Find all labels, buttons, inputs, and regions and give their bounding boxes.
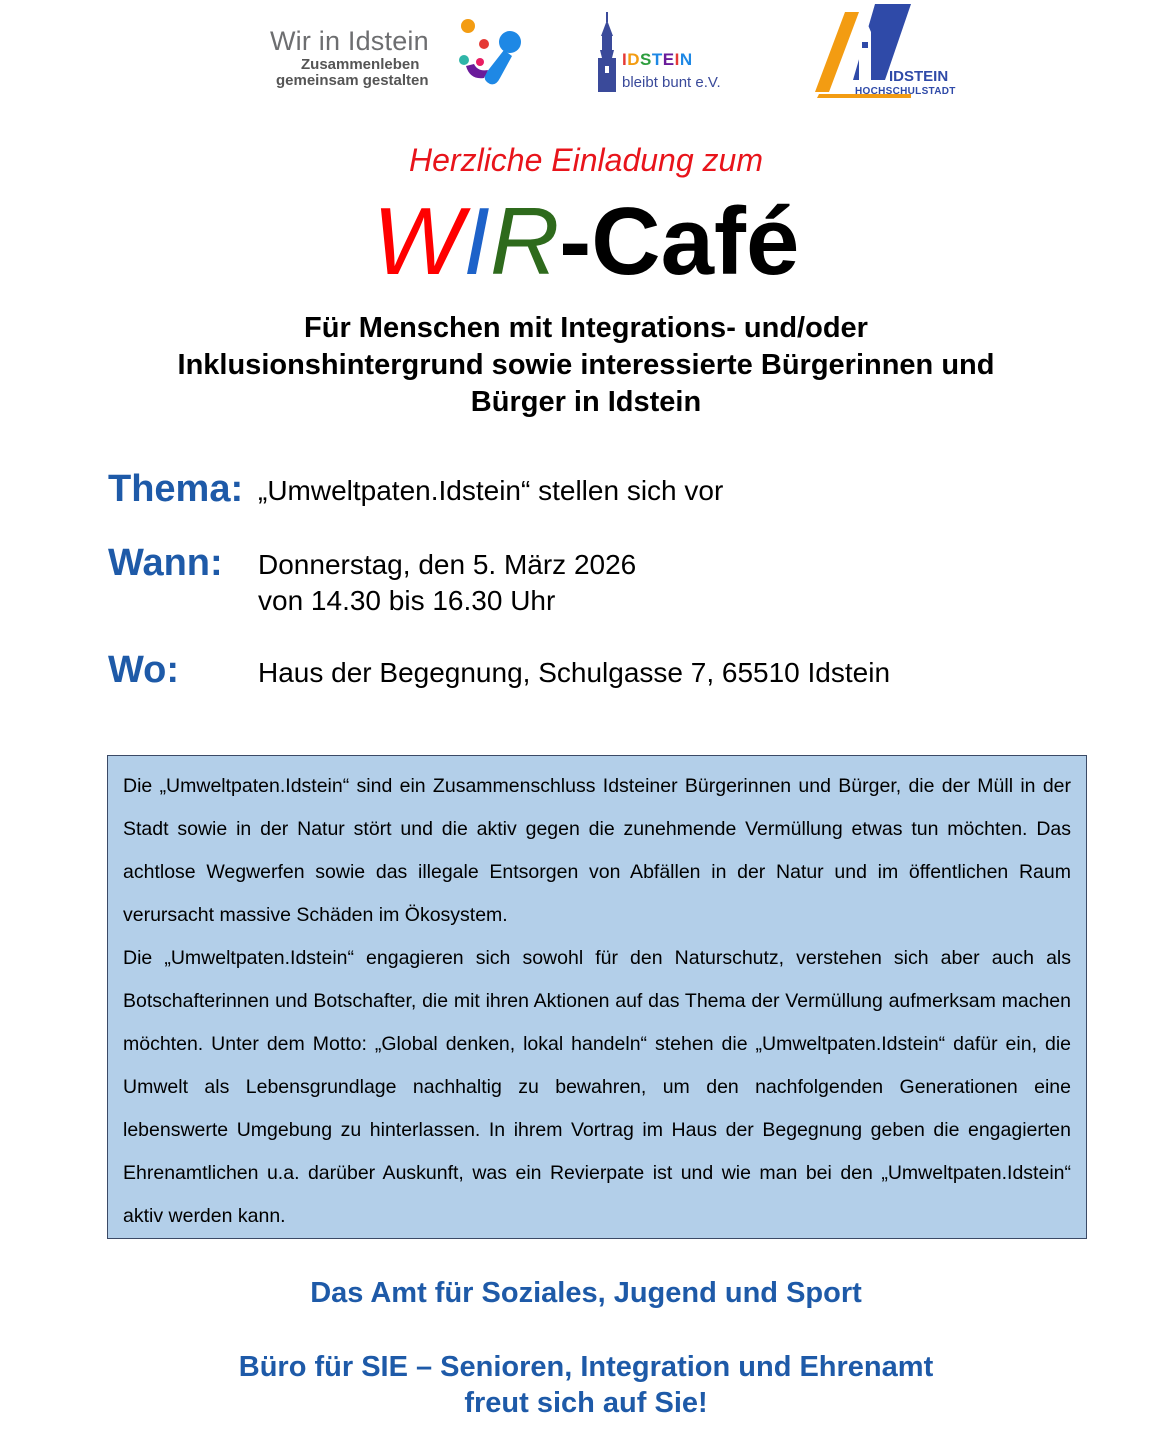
logo-bunt-letter: T bbox=[651, 50, 663, 69]
logo-bunt-letter: E bbox=[662, 50, 675, 69]
thema-label: Thema: bbox=[108, 468, 244, 510]
logo-bunt-name bbox=[622, 50, 693, 70]
wo-label: Wo: bbox=[108, 649, 180, 691]
footer-closing: freut sich auf Sie! bbox=[464, 1387, 708, 1419]
title-letter-r: R bbox=[489, 188, 560, 295]
logo-idstein-bleibt-bunt bbox=[595, 12, 745, 97]
logo-wir-title: Wir in Idstein bbox=[270, 26, 429, 56]
logo-wir-tagline-1: Zusammenleben bbox=[301, 56, 420, 73]
title-letter-w: W bbox=[372, 188, 464, 295]
audience-line: Bürger in Idstein bbox=[470, 386, 702, 418]
footer-bureau: Büro für SIE – Senioren, Integration und Ehrenamt bbox=[238, 1351, 934, 1383]
logo-bunt-letter: D bbox=[627, 50, 641, 69]
footer-office: Das Amt für Soziales, Jugend und Sport bbox=[310, 1277, 862, 1309]
people-network-icon bbox=[456, 18, 526, 93]
logo-bunt-letter: S bbox=[640, 50, 652, 69]
audience-line: Inklusionshintergrund sowie interessierte Bürgerinnen und bbox=[177, 349, 995, 381]
description-paragraph-2: Die „Umweltpaten.Idstein“ engagieren sich sowohl für den Naturschutz, verstehen sich aber auch als Botschafterinnen und Botschafter, die mit ihren Aktionen auf das Thema der Vermüllung aufmerksam machen möchten. Unter dem Motto: „Global denken, lokal handeln“ stehen die „Umweltpaten.Idstein“ dafür ein, die Umwelt als Lebensgrundlage nachhaltig zu bewahren, um den nachfolgenden Generationen eine lebenswerte Umgebung zu hinterlassen. In ihrem Vortrag im Haus der Begegnung geben die engagierten Ehrenamtlichen u.a. darüber Auskunft, was ein Revierpate ist und wie man bei den „Umweltpaten.Idstein“ aktiv werden kann. bbox=[123, 947, 1071, 1227]
wann-date: Donnerstag, den 5. März 2026 bbox=[258, 549, 637, 580]
wann-label: Wann: bbox=[108, 542, 223, 584]
title-cafe: -Café bbox=[559, 188, 800, 295]
logo-bunt-subtitle: bleibt bunt e.V. bbox=[622, 74, 721, 91]
logo-bunt-letter: I bbox=[674, 50, 680, 69]
logo-wir-in-idstein bbox=[268, 18, 528, 93]
logo-hs-name: IDSTEIN bbox=[889, 68, 949, 85]
event-title bbox=[0, 188, 1172, 295]
description-box bbox=[107, 755, 1087, 1239]
logo-hs-subtitle: HOCHSCHULSTADT bbox=[855, 86, 956, 97]
logo-wir-tagline-2: gemeinsam gestalten bbox=[276, 72, 429, 89]
audience-line: Für Menschen mit Integrations- und/oder bbox=[304, 312, 868, 344]
logo-bunt-letter: I bbox=[622, 50, 628, 69]
audience-text bbox=[0, 310, 1172, 421]
description-paragraph-1: Die „Umweltpaten.Idstein“ sind ein Zusammenschluss Idsteiner Bürgerinnen und Bürger, die der Müll in der Stadt sowie in der Natur stört und die aktiv gegen die zunehmende Vermüllung etwas tun möchten. Das achtlose Wegwerfen sowie das illegale Entsorgen von Abfällen in der Natur und im öffentlichen Raum verursacht massive Schäden im Ökosystem. bbox=[123, 775, 1071, 926]
invitation-line: Herzliche Einladung zum bbox=[409, 142, 763, 178]
logo-hochschulstadt bbox=[815, 2, 955, 100]
logo-bunt-letter: N bbox=[679, 50, 693, 69]
wann-time: von 14.30 bis 16.30 Uhr bbox=[258, 585, 556, 616]
title-letter-i: I bbox=[463, 188, 490, 295]
thema-value: „Umweltpaten.Idstein“ stellen sich vor bbox=[258, 475, 724, 506]
church-tower-icon bbox=[595, 12, 621, 94]
wo-value: Haus der Begegnung, Schulgasse 7, 65510 Idstein bbox=[258, 657, 891, 688]
